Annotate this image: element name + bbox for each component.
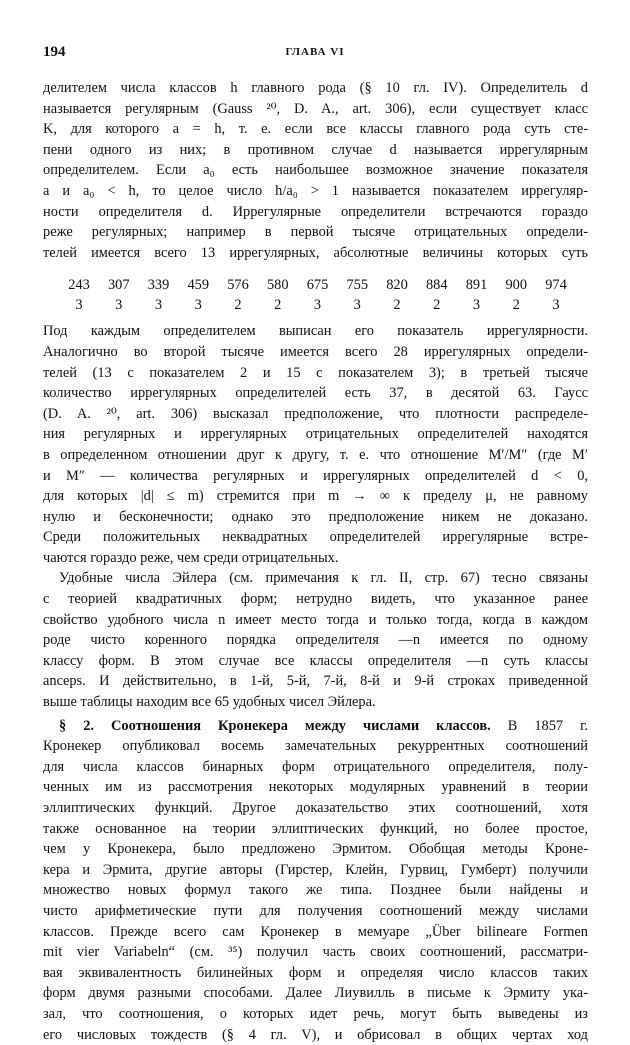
- table-cell: 2: [512, 297, 520, 314]
- section-text: [43, 736, 588, 1045]
- text-line: форм двумя разными способами. Далее Лиувилль в письме к Эрмиту ука-: [43, 985, 588, 1002]
- text-line: Среди положительных неквадратных определителей иррегулярные встре-: [43, 529, 588, 546]
- table-cell: 974: [545, 277, 567, 294]
- table-cell: 243: [68, 277, 90, 294]
- table-cell: 3: [353, 297, 361, 314]
- text-line: кера и Эрмита, другие авторы (Гирстер, Клейн, Гурвиц, Гумберт) получили: [43, 861, 588, 878]
- section-heading-rest: В 1857 г.: [490, 717, 588, 734]
- table-exponents-row: [43, 295, 588, 315]
- table-cell: 459: [187, 277, 210, 294]
- text-line: реже регулярных; например в первой тысяче отрицательных определи-: [43, 224, 588, 241]
- text-line: определителем. Если a₀ есть наибольшее возможное значение показателя: [43, 162, 588, 179]
- text-line: anceps. И действительно, в 1-й, 5-й, 7-й, 8-й и 9-й строках приведенной: [43, 673, 588, 690]
- section-heading: § 2. Соотношения Кронекера между числами классов.: [59, 717, 491, 734]
- text-line: чисто арифметические пути для получения соотношений между числами: [43, 902, 588, 919]
- paragraph-euler-numbers: [43, 568, 588, 712]
- text-line: с теорией квадратичных форм; нетрудно видеть, что указанное ранее: [43, 591, 588, 608]
- text-line: ности определителя d. Иррегулярные определители встречаются гораздо: [43, 203, 588, 220]
- text-line: ния регулярных и иррегулярных отрицательных определителей находятся: [43, 426, 588, 443]
- text-line: для числа классов бинарных форм отрицательного определителя, полу-: [43, 758, 588, 775]
- table-cell: 2: [234, 297, 242, 314]
- running-head: ГЛАВА VI: [285, 46, 345, 58]
- text-line: зал, что соотношения, о которых идет речь, могут быть выведены из: [43, 1005, 588, 1022]
- table-cell: 2: [274, 297, 282, 314]
- text-line: Аналогично во второй тысяче имеется всего 28 иррегулярных определи-: [43, 343, 588, 360]
- text-line: также основанное на теории эллиптических функций, но более простое,: [43, 820, 588, 837]
- text-line: выше таблицы находим все 65 удобных чисел Эйлера.: [43, 694, 376, 711]
- table-cell: 580: [266, 277, 289, 294]
- text-line: Удобные числа Эйлера (см. примечания к гл. II, стр. 67) тесно связаны: [59, 570, 588, 587]
- text-line: его числовых тождеств (§ 4 гл. V), и обрисовал в общих чертах ход: [43, 1026, 588, 1043]
- table-cell: 884: [425, 277, 448, 294]
- paragraph-irregularity: [43, 321, 588, 568]
- text-line: эллиптических функций. Другое доказательство этих соотношений, хотя: [43, 800, 588, 816]
- text-line: вая эквивалентность билинейных форм и определяя число классов таких: [43, 964, 588, 981]
- text-line: роде чисто коренного порядка определителя —n имеется по одному: [43, 632, 588, 649]
- text-line: телей (13 с показателем 2 и 15 с показателем 3); в третьей тысяче: [43, 364, 588, 381]
- table-cell: 820: [386, 277, 408, 294]
- table-cell: 3: [472, 297, 481, 314]
- table-cell: 755: [346, 277, 369, 294]
- text-line: mit vier Variabeln“ (см. ³⁵) получил часть своих соотношений, рассматри-: [43, 944, 588, 961]
- table-cell: 3: [313, 297, 322, 314]
- paragraph-regular-determinants: [43, 78, 588, 263]
- text-line: количество иррегулярных определителей есть 37, в десятой 63. Гаусс: [43, 385, 588, 402]
- table-cell: 3: [552, 297, 560, 314]
- table-cell: 675: [306, 277, 329, 294]
- text-line: Кронекер опубликовал восемь замечательных рекуррентных соотношений: [43, 738, 588, 755]
- text-line: называется регулярным (Gauss ²⁰, D. A., art. 306), если существует класс: [43, 100, 588, 117]
- table-cell: 900: [505, 277, 528, 294]
- table-cell: 3: [194, 297, 202, 314]
- page-number: 194: [43, 44, 66, 60]
- text-line: классу форм. В этом случае все классы определителя —n суть классы: [43, 652, 588, 669]
- text-line: множество новых формул такого же типа. Позднее были найдены и: [43, 882, 588, 899]
- table-cell: 3: [154, 297, 163, 314]
- page-body: [43, 78, 588, 1045]
- table-cell: 339: [147, 277, 170, 294]
- table-cell: 2: [393, 297, 401, 314]
- table-cell: 3: [115, 297, 123, 314]
- page-header: [43, 44, 587, 64]
- text-line: в определенном отношении друг к другу, т. е. что отношение M′/M″ (где M′: [43, 446, 588, 463]
- text-line: нулю и бесконечности; однако это предположение никем не доказано.: [43, 508, 588, 525]
- text-line: для которых |d| ≤ m) стремится при m → ∞ к пределу μ, не равному: [43, 488, 588, 505]
- text-line: (D. A. ²⁰, art. 306) высказал предположение, что плотности распределе-: [43, 405, 588, 422]
- text-line: чем у Кронекера, было предложено Эрмитом. Обобщая методы Кроне-: [43, 841, 588, 858]
- text-line: и M″ — количества регулярных и иррегулярных определителей d < 0,: [43, 467, 588, 484]
- text-line: телей имеется всего 13 иррегулярных, абсолютные величины которых суть: [43, 244, 588, 261]
- text-line: чаются гораздо реже, чем среди отрицательных.: [43, 549, 339, 566]
- table-values-row: [43, 275, 588, 295]
- text-line: K, для которого a = h, т. е. если все классы главного рода суть сте-: [43, 121, 588, 138]
- table-cell: 891: [465, 277, 488, 294]
- section-first-line: [43, 716, 588, 737]
- text-line: Под каждым определителем выписан его показатель иррегулярности.: [43, 323, 588, 340]
- text-line: a и a₀ < h, то целое число h/a₀ > 1 называется показателем иррегуляр-: [43, 182, 588, 199]
- text-line: свойство удобного числа n имеет место тогда и только тогда, когда в каждом: [43, 611, 588, 628]
- table-cell: 576: [227, 277, 249, 294]
- text-line: делителем числа классов h главного рода (§ 10 гл. IV). Определитель d: [43, 80, 588, 96]
- table-cell: 2: [433, 297, 441, 314]
- table-cell: 3: [75, 297, 83, 314]
- text-line: пени одного из них; в противном случае d называется иррегулярным: [43, 141, 588, 158]
- text-line: ченных им из рассмотрения некоторых модулярных уравнений в теории: [43, 779, 588, 796]
- table-cell: 307: [107, 277, 130, 294]
- text-line: классов. Прежде всего сам Кронекер в мемуаре „Über bilineare Formen: [43, 923, 588, 940]
- irregular-determinants-table: [43, 275, 588, 315]
- section-kronecker: [43, 716, 588, 1045]
